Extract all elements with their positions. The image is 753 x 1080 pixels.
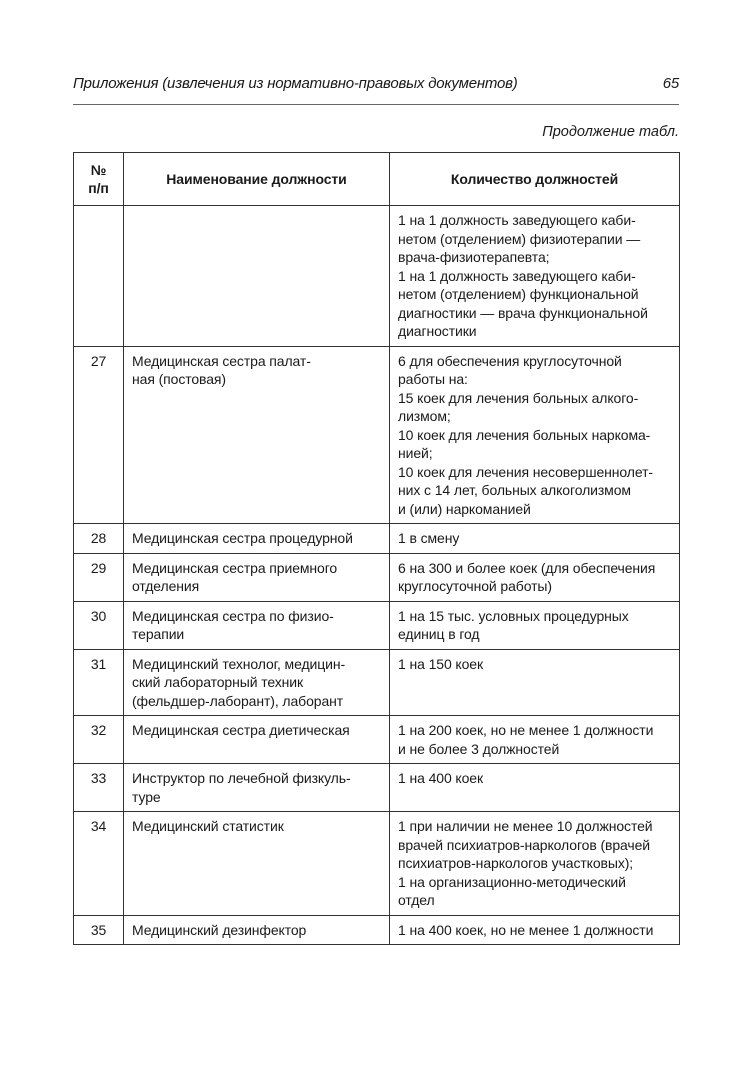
row-number: 30 — [74, 601, 124, 649]
position-quantity: 1 на 15 тыс. условных процедурных единиц в год — [390, 601, 680, 649]
table-row — [74, 915, 680, 945]
position-name: Медицинский статистик — [124, 812, 390, 916]
row-number: 35 — [74, 915, 124, 945]
position-name: Медицинская сестра процедурной — [124, 524, 390, 554]
header-divider — [73, 104, 679, 105]
column-header-number: № п/п — [74, 153, 124, 206]
page-number: 65 — [662, 75, 679, 92]
staffing-table — [73, 152, 680, 945]
position-quantity: 1 на 1 должность заведующего каби- нетом (отделением) физиотерапии — врача-физиотерапевта; 1 на 1 должность заведующего каби- нетом (отделением) функциональной диагностики — врача функциональной диагностики — [390, 206, 680, 347]
position-name: Медицинский технолог, медицин- ский лабораторный техник (фельдшер-лаборант), лаборант — [124, 649, 390, 716]
position-name: Медицинская сестра палат- ная (постовая) — [124, 346, 390, 524]
running-head — [73, 75, 679, 99]
running-head-title: Приложения (извлечения из нормативно-правовых документов) — [73, 75, 518, 92]
column-header-position: Наименование должности — [124, 153, 390, 206]
position-quantity: 1 на 400 коек — [390, 764, 680, 812]
row-number: 29 — [74, 553, 124, 601]
table-row — [74, 764, 680, 812]
row-number: 28 — [74, 524, 124, 554]
position-name: Инструктор по лечебной физкуль- туре — [124, 764, 390, 812]
position-name: Медицинская сестра по физио- терапии — [124, 601, 390, 649]
position-name — [124, 206, 390, 347]
row-number — [74, 206, 124, 347]
table-row — [74, 649, 680, 716]
row-number: 33 — [74, 764, 124, 812]
table-row — [74, 601, 680, 649]
table-row — [74, 716, 680, 764]
row-number: 34 — [74, 812, 124, 916]
column-header-quantity: Количество должностей — [390, 153, 680, 206]
continuation-label: Продолжение табл. — [542, 124, 679, 140]
position-quantity: 6 для обеспечения круглосуточной работы на: 15 коек для лечения больных алкого- лизмом; 10 коек для лечения больных наркома- нией; 10 коек для лечения несовершеннолет- них с 14 лет, больных алкоголизмом и (или) наркоманией — [390, 346, 680, 524]
position-quantity: 1 на 200 коек, но не менее 1 должности и не более 3 должностей — [390, 716, 680, 764]
position-name: Медицинская сестра диетическая — [124, 716, 390, 764]
position-quantity: 1 в смену — [390, 524, 680, 554]
position-name: Медицинский дезинфектор — [124, 915, 390, 945]
position-quantity: 6 на 300 и более коек (для обеспечения круглосуточной работы) — [390, 553, 680, 601]
table-row — [74, 553, 680, 601]
table-header-row — [74, 153, 680, 206]
position-name: Медицинская сестра приемного отделения — [124, 553, 390, 601]
position-quantity: 1 на 400 коек, но не менее 1 должности — [390, 915, 680, 945]
row-number: 32 — [74, 716, 124, 764]
position-quantity: 1 на 150 коек — [390, 649, 680, 716]
table-row — [74, 206, 680, 347]
table-row — [74, 812, 680, 916]
table-row — [74, 524, 680, 554]
row-number: 27 — [74, 346, 124, 524]
table-row — [74, 346, 680, 524]
row-number: 31 — [74, 649, 124, 716]
position-quantity: 1 при наличии не менее 10 должностей врачей психиатров-наркологов (врачей психиатров-наркологов участковых); 1 на организационно-методический отдел — [390, 812, 680, 916]
